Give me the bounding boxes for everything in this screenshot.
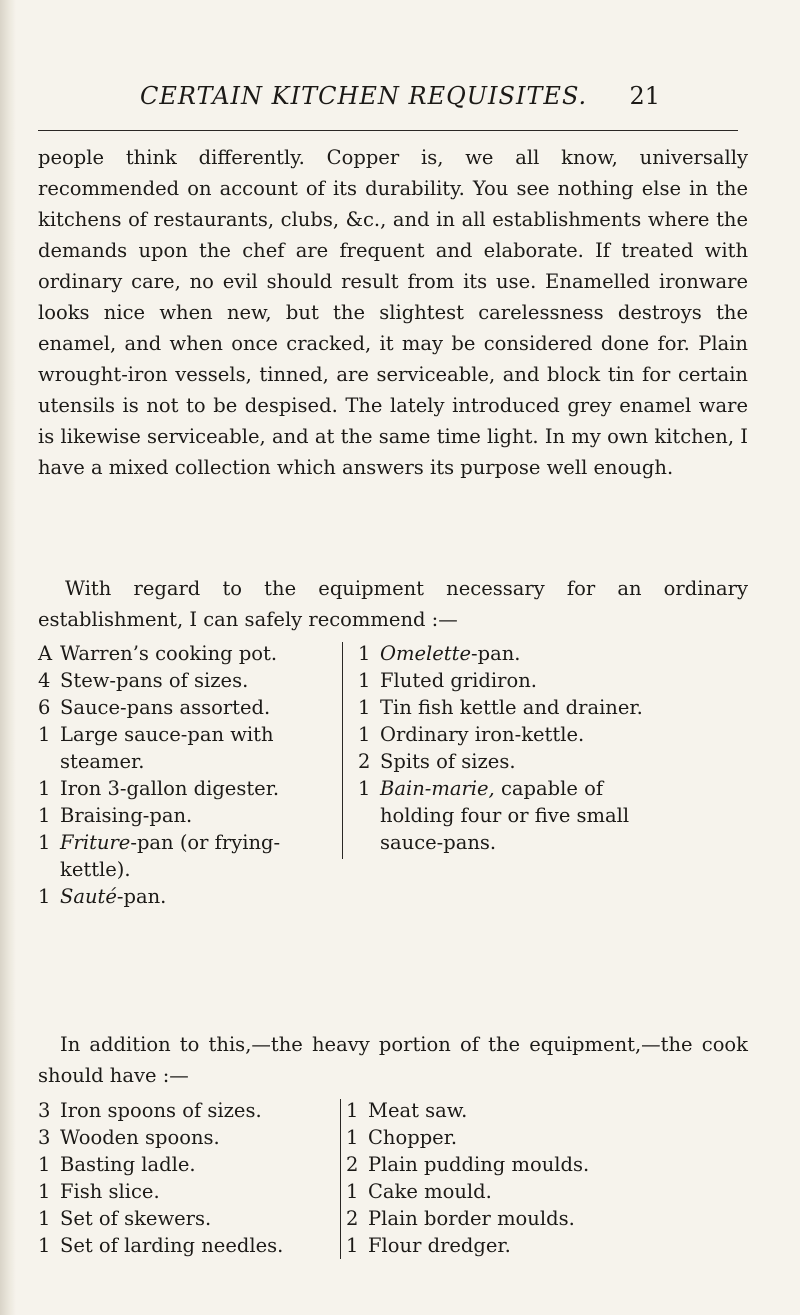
column-divider [340, 1099, 341, 1259]
list-item: 1 Large sauce-pan with steamer. [38, 723, 274, 773]
tools-list-right [346, 1097, 666, 1259]
list-item: 1 Tin fish kettle and drainer. [358, 696, 643, 719]
equipment-list-right [358, 640, 668, 856]
list-item: 1 Iron 3-gallon digester. [38, 777, 280, 800]
list-item: 3 Wooden spoons. [38, 1126, 220, 1149]
running-title: CERTAIN KITCHEN REQUISITES. [140, 82, 588, 110]
list-item: 1 Friture-pan (or frying-kettle). [38, 831, 281, 881]
list-item: 1 Braising-pan. [38, 804, 193, 827]
list-item: 4 Stew-pans of sizes. [38, 669, 249, 692]
list-item: A Warren’s cooking pot. [38, 642, 278, 665]
list-item: 1 Set of skewers. [38, 1207, 212, 1230]
paragraph-equipment-intro: With regard to the equipment necessary for an ordinary establishment, I can safely recommend :— [38, 577, 748, 631]
tools-list-left [38, 1097, 338, 1259]
page-header [140, 82, 660, 122]
header-rule [38, 130, 738, 131]
list-item: 1 Fish slice. [38, 1180, 160, 1203]
paragraph-materials: people think differently. Copper is, we all know, universally recommended on account of its durability. You see nothing else in the kitchens of restaurants, clubs, &c., and in all establishments where the demands upon the chef are frequent and elaborate. If treated with ordinary care, no evil should result from its use. Enamelled ironware looks nice when new, but the slightest carelessness destroys the enamel, and when once cracked, it may be considered done for. Plain wrought-iron vessels, tinned, are serviceable, and block tin for certain utensils is not to be despised. The lately introduced grey enamel ware is likewise serviceable, and at the same time light. In my own kitchen, I have a mixed collection which answers its purpose well enough. [38, 146, 748, 479]
list-item: 3 Iron spoons of sizes. [38, 1099, 262, 1122]
list-item: 1 Bain-marie, capable of holding four or five small sauce-pans. [358, 777, 630, 854]
page-number: 21 [629, 82, 660, 110]
list-item: 1 Sauté-pan. [38, 885, 167, 908]
list-item: 1 Cake mould. [346, 1180, 492, 1203]
list-item: 1 Meat saw. [346, 1099, 468, 1122]
equipment-list-left [38, 640, 328, 910]
list-item: 1 Ordinary iron-kettle. [358, 723, 585, 746]
page-spine-shadow [0, 0, 16, 1315]
list-item: 2 Spits of sizes. [358, 750, 516, 773]
list-item: 1 Flour dredger. [346, 1234, 511, 1257]
column-divider [342, 642, 343, 859]
list-item: 1 Set of larding needles. [38, 1234, 284, 1257]
list-item: 1 Fluted gridiron. [358, 669, 537, 692]
paragraph-cook-tools-intro: In addition to this,—the heavy portion of the equipment,—the cook should have :— [38, 1033, 748, 1087]
list-item: 1 Basting ladle. [38, 1153, 196, 1176]
list-item: 1 Chopper. [346, 1126, 458, 1149]
list-item: 2 Plain pudding moulds. [346, 1153, 590, 1176]
list-item: 1 Omelette-pan. [358, 642, 521, 665]
list-item: 2 Plain border moulds. [346, 1207, 575, 1230]
list-item: 6 Sauce-pans assorted. [38, 696, 271, 719]
